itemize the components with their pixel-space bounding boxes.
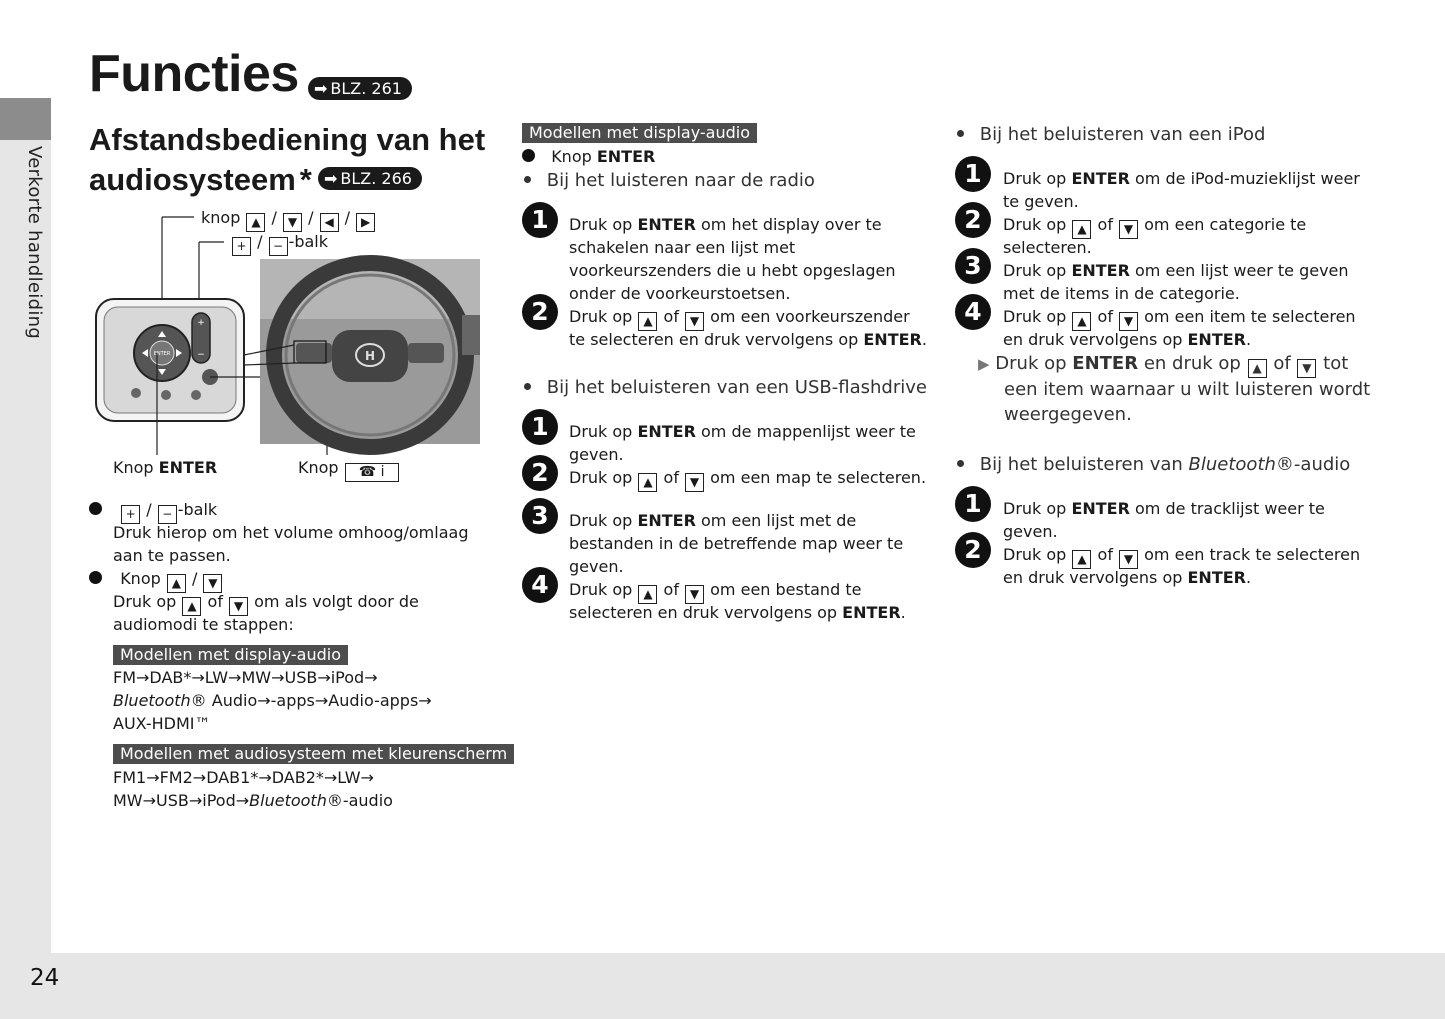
- step-2-icon: 2: [955, 532, 991, 568]
- up-icon: ▲: [1072, 312, 1091, 331]
- radio-title: [524, 168, 815, 193]
- note-arrow-icon: ▶: [978, 355, 990, 373]
- mode-sequence-1-line3: AUX-HDMI™: [113, 714, 211, 733]
- bullet-icon: [524, 176, 531, 183]
- enter-button-caption: [113, 456, 217, 479]
- phone-talk-icon: ☎ i: [345, 463, 399, 482]
- t: Druk op: [569, 511, 633, 530]
- bullet-icon: [89, 571, 102, 584]
- bar-suffix: -balk: [288, 232, 329, 251]
- enter-caption-prefix: Knop: [113, 458, 154, 477]
- t: Druk op: [569, 422, 633, 441]
- t: ®-audio: [1275, 454, 1351, 475]
- radio-step1-l3: voorkeurszenders die u hebt opgeslagen: [569, 261, 896, 280]
- ipod-step3-l2: met de items in de categorie.: [1003, 284, 1240, 303]
- t: om als volgt door de: [254, 592, 419, 611]
- page-title: Functies: [89, 45, 299, 103]
- t: om een track te selecteren: [1144, 545, 1361, 564]
- t: om een voorkeurszender: [710, 307, 910, 326]
- t: .: [921, 330, 927, 349]
- bt-step1-l2: geven.: [1003, 522, 1058, 541]
- step-3-icon: 3: [955, 248, 991, 284]
- left-item1-text2: aan te passen.: [113, 546, 231, 565]
- t: of: [663, 468, 679, 487]
- right-icon: ▶: [356, 213, 375, 232]
- t: om een bestand te: [710, 580, 862, 599]
- step-2-icon: 2: [522, 455, 558, 491]
- svg-text:ENTER: ENTER: [153, 351, 171, 357]
- down-icon: ▼: [229, 597, 248, 616]
- t: om een lijst met de: [701, 511, 857, 530]
- title-ref-text: BLZ. 261: [330, 79, 402, 98]
- bt-title: [957, 452, 1350, 477]
- ipod-step1-l1: [1003, 167, 1360, 190]
- radio-step1-l2: schakelen naar een lijst met: [569, 238, 796, 257]
- t: en druk op: [1143, 353, 1241, 374]
- step-1-icon: 1: [522, 202, 558, 238]
- diagram-knop-label: knop ▲ / ▼ / ◀ / ▶: [201, 206, 376, 232]
- t: selecteren en druk vervolgens op: [569, 603, 838, 622]
- bt-step1-l1: [1003, 497, 1325, 520]
- left-item1-header: + / − -balk: [89, 498, 217, 524]
- t: Druk op: [1003, 307, 1067, 326]
- section-title: [89, 120, 485, 200]
- t: ENTER: [1072, 353, 1139, 374]
- left-item2-text2: audiomodi te stappen:: [113, 615, 294, 634]
- down-icon: ▼: [685, 312, 704, 331]
- bullet-icon: [957, 460, 964, 467]
- down-icon: ▼: [685, 585, 704, 604]
- section-ref-text: BLZ. 266: [340, 169, 412, 188]
- t: Druk op: [569, 580, 633, 599]
- t: ENTER: [637, 511, 696, 530]
- t: of: [1097, 307, 1113, 326]
- t: Bij het beluisteren van een USB-flashdrive: [546, 377, 927, 398]
- t: .: [900, 603, 906, 622]
- t: Bluetooth: [1188, 454, 1276, 475]
- plus-icon: +: [121, 505, 140, 524]
- t: te selecteren en druk vervolgens op: [569, 330, 859, 349]
- model-tag-display-audio-middle: Modellen met display-audio: [522, 123, 757, 143]
- diagram-bar-label: + / − -balk: [231, 230, 328, 256]
- down-icon: ▼: [1119, 312, 1138, 331]
- step-4-icon: 4: [955, 294, 991, 330]
- usb-title: [524, 375, 927, 400]
- t: ® Audio→-apps→Audio-apps→: [190, 691, 432, 710]
- ipod-step4-l2: [1003, 328, 1251, 351]
- mode-sequence-1-line1: FM→DAB*→LW→MW→USB→iPod→: [113, 668, 378, 687]
- middle-knop-enter: [522, 145, 655, 168]
- t: .: [1245, 568, 1252, 587]
- minus-icon: −: [158, 505, 177, 524]
- phone-button-caption: [298, 456, 400, 482]
- bullet-icon: [957, 130, 964, 137]
- usb-step1-l1: [569, 420, 916, 443]
- chapter-tab[interactable]: [0, 98, 51, 140]
- radio-step1-l4: onder de voorkeurstoetsen.: [569, 284, 791, 303]
- t: Druk op: [1003, 215, 1067, 234]
- usb-step2-l1: [569, 466, 926, 492]
- up-icon: ▲: [167, 574, 186, 593]
- up-icon: ▲: [1072, 220, 1091, 239]
- t: of: [207, 592, 223, 611]
- mode-sequence-2-line1: FM1→FM2→DAB1*→DAB2*→LW→: [113, 768, 374, 787]
- step-3-icon: 3: [522, 498, 558, 534]
- t: Knop: [551, 147, 592, 166]
- up-icon: ▲: [1248, 359, 1267, 378]
- t: om een map te selecteren.: [710, 468, 927, 487]
- t: of: [1273, 353, 1291, 374]
- section-asterisk: *: [299, 162, 312, 197]
- bullet-icon: [89, 502, 102, 515]
- t: om een item te selecteren: [1144, 307, 1356, 326]
- page-number: 24: [30, 965, 60, 991]
- t: om de mappenlijst weer te: [701, 422, 916, 441]
- t: of: [663, 580, 679, 599]
- step-4-icon: 4: [522, 567, 558, 603]
- model-tag-display-audio: Modellen met display-audio: [113, 645, 348, 665]
- t: Bluetooth: [113, 691, 191, 710]
- left-item1-text1: Druk hierop om het volume omhoog/omlaag: [113, 523, 469, 542]
- t: en druk vervolgens op: [1003, 568, 1183, 587]
- t: Druk op: [113, 592, 177, 611]
- down-icon: ▼: [1297, 359, 1316, 378]
- t: Bij het luisteren naar de radio: [546, 170, 815, 191]
- ipod-step1-l2: te geven.: [1003, 192, 1079, 211]
- t: Druk op: [1003, 499, 1067, 518]
- step-1-icon: 1: [955, 486, 991, 522]
- step-2-icon: 2: [522, 294, 558, 330]
- title-page-ref[interactable]: [308, 77, 412, 100]
- t: ENTER: [842, 603, 901, 622]
- section-title-line1: Afstandsbediening van het: [89, 122, 486, 157]
- ipod-note-l1: [978, 351, 1348, 378]
- down-icon: ▼: [1119, 550, 1138, 569]
- t: om de iPod-muzieklijst weer: [1135, 169, 1360, 188]
- ipod-step3-l1: [1003, 259, 1349, 282]
- steering-wheel-illustration: [94, 205, 484, 480]
- ipod-step2-l2: selecteren.: [1003, 238, 1092, 257]
- item2-label: Knop: [120, 569, 161, 588]
- t: ENTER: [1071, 261, 1130, 280]
- step-2-icon: 2: [955, 202, 991, 238]
- ref-arrow-icon: ➡: [314, 79, 328, 98]
- t: ®-audio: [326, 791, 393, 810]
- radio-step1-l1: [569, 213, 882, 236]
- down-icon: ▼: [283, 213, 302, 232]
- plus-icon: +: [232, 237, 251, 256]
- t: Druk op: [1003, 261, 1067, 280]
- t: of: [1097, 545, 1113, 564]
- knop-text: knop: [201, 208, 241, 227]
- t: om de tracklijst weer te: [1135, 499, 1325, 518]
- t: Bluetooth: [249, 791, 327, 810]
- ipod-note-l3: weergegeven.: [1004, 404, 1132, 425]
- mode-sequence-2-line2: [113, 789, 393, 812]
- step-1-icon: 1: [522, 409, 558, 445]
- usb-step4-l2: [569, 601, 906, 624]
- up-icon: ▲: [638, 312, 657, 331]
- down-icon: ▼: [685, 473, 704, 492]
- down-icon: ▼: [1119, 220, 1138, 239]
- radio-step2-l2: [569, 328, 927, 351]
- ref-arrow-icon: ➡: [324, 169, 338, 188]
- t: ENTER: [863, 330, 922, 349]
- t: om een lijst weer te geven: [1135, 261, 1349, 280]
- t: Druk op: [1003, 545, 1067, 564]
- up-icon: ▲: [246, 213, 265, 232]
- model-tag-color-screen: Modellen met audiosysteem met kleurenscherm: [113, 744, 514, 764]
- bt-step2-l2: [1003, 566, 1251, 589]
- svg-text:−: −: [197, 350, 205, 360]
- minus-icon: −: [269, 237, 288, 256]
- bullet-icon: [524, 383, 531, 390]
- down-icon: ▼: [203, 574, 222, 593]
- t: Druk op: [1003, 169, 1067, 188]
- footer-strip: [0, 953, 1445, 1019]
- section-page-ref[interactable]: [318, 167, 422, 190]
- knop2-text: Knop: [298, 458, 339, 477]
- t: Druk op: [569, 215, 633, 234]
- usb-step3-l1: [569, 509, 856, 532]
- left-item2-header: Knop ▲ / ▼: [89, 567, 223, 593]
- section-title-line2: audiosysteem: [89, 162, 296, 197]
- t: Druk op: [995, 353, 1067, 374]
- t: ENTER: [596, 147, 656, 166]
- up-icon: ▲: [638, 585, 657, 604]
- bullet-icon: [522, 149, 535, 162]
- t: Bij het beluisteren van: [979, 454, 1183, 475]
- t: Bij het beluisteren van een iPod: [979, 124, 1266, 145]
- step-1-icon: 1: [955, 156, 991, 192]
- usb-step3-l3: geven.: [569, 557, 624, 576]
- usb-step1-l2: geven.: [569, 445, 624, 464]
- ipod-title: [957, 122, 1265, 147]
- t: tot: [1323, 353, 1349, 374]
- ipod-note-l2: een item waarnaar u wilt luisteren wordt: [1004, 379, 1371, 400]
- t: Druk op: [569, 307, 633, 326]
- t: ENTER: [637, 215, 696, 234]
- t: ENTER: [1071, 169, 1130, 188]
- t: ENTER: [1187, 330, 1246, 349]
- t: MW→USB→iPod→: [113, 791, 250, 810]
- t: om het display over te: [701, 215, 882, 234]
- up-icon: ▲: [638, 473, 657, 492]
- t: ENTER: [637, 422, 696, 441]
- t: of: [663, 307, 679, 326]
- t: om een categorie te: [1144, 215, 1307, 234]
- up-icon: ▲: [182, 597, 201, 616]
- usb-step3-l2: bestanden in de betreffende map weer te: [569, 534, 904, 553]
- item1-suffix: -balk: [177, 500, 218, 519]
- t: Druk op: [569, 468, 633, 487]
- t: .: [1245, 330, 1252, 349]
- chapter-label: Verkorte handleiding: [24, 146, 45, 340]
- t: of: [1097, 215, 1113, 234]
- t: en druk vervolgens op: [1003, 330, 1183, 349]
- svg-text:H: H: [364, 349, 376, 363]
- svg-text:+: +: [197, 318, 205, 328]
- up-icon: ▲: [1072, 550, 1091, 569]
- t: ENTER: [1071, 499, 1130, 518]
- t: ENTER: [1187, 568, 1246, 587]
- enter-caption-bold: ENTER: [158, 458, 218, 477]
- left-icon: ◀: [320, 213, 339, 232]
- mode-sequence-1-line2: [113, 689, 432, 712]
